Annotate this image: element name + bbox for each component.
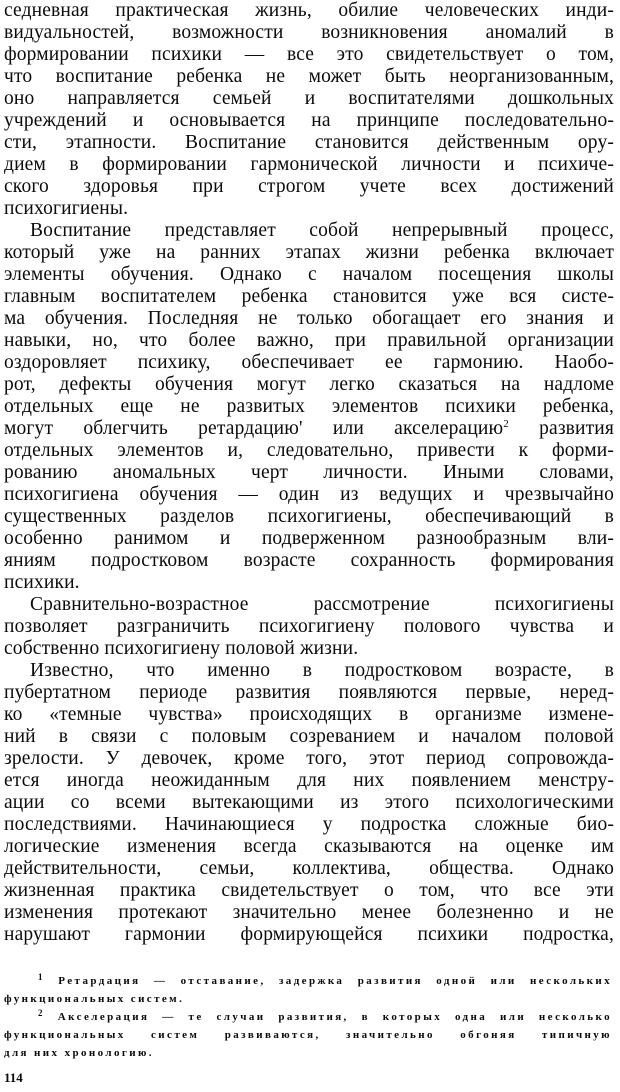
text-line: учреждений и основывается на принципе последовательно- bbox=[4, 110, 614, 131]
text-line: ко «темные чувства» происходящих в организме измене- bbox=[4, 704, 614, 725]
text-line: рот, дефекты обучения могут легко сказаться на надломе bbox=[4, 374, 614, 395]
text-line: рованию аномальных черт личности. Иными словами, bbox=[4, 462, 614, 483]
text-line: позволяет разграничить психогигиену полового чувства и bbox=[4, 616, 614, 637]
text-line: сти, этапности. Воспитание становится действенным ору- bbox=[4, 132, 614, 153]
text-line: психики. bbox=[4, 572, 80, 593]
footnote-line: функциональных систем. bbox=[4, 993, 185, 1005]
text-line: логические изменения всегда сказываются на оценке им bbox=[4, 836, 614, 857]
footnote-mark: 2 bbox=[38, 1008, 45, 1018]
text-line: навыки, но, что более важно, при правильной организации bbox=[4, 330, 614, 351]
text-line: жизненная практика свидетельствует о том, что все эти bbox=[4, 880, 614, 901]
text-line: отдельных еще не развитых элементов психики ребенка, bbox=[4, 396, 614, 417]
text-line: нарушают гармонии формирующейся психики подростка, bbox=[4, 924, 614, 945]
footnote-2 bbox=[38, 1010, 612, 1025]
text-line: главным воспитателем ребенка становится уже вся систе- bbox=[4, 286, 614, 307]
text-line: ма обучения. Последняя не только обогащает его знания и bbox=[4, 308, 614, 329]
text-line: ется иногда неожиданным для них появлением менстру- bbox=[4, 770, 614, 791]
footnote-text: Ретардация — отставание, задержка развития одной или нескольких bbox=[58, 975, 612, 987]
footnote-line: функциональных систем развиваются, значительно обгоняя типичную bbox=[4, 1029, 612, 1041]
text-line: особенно ранимом и подверженном разнообразным вли- bbox=[4, 528, 614, 549]
footnote-1 bbox=[38, 974, 612, 989]
paragraph-first-line: Сравнительно-возрастное рассмотрение психогигиены bbox=[30, 594, 614, 615]
footnote-ref-2: 2 bbox=[503, 418, 509, 430]
page-number: 114 bbox=[4, 1070, 23, 1085]
text-line: ского здоровья при строгом учете всех достижений bbox=[4, 176, 614, 197]
text-line: изменения протекают значительно менее болезненно и не bbox=[4, 902, 614, 923]
text-line: отдельных элементов и, следовательно, привести к форми- bbox=[4, 440, 614, 461]
text-line: существенных разделов психогигиены, обеспечивающий в bbox=[4, 506, 614, 527]
footnote-line: для них хронологию. bbox=[4, 1047, 154, 1059]
text-line: элементы обучения. Однако с началом посещения школы bbox=[4, 264, 614, 285]
text-line: дием в формировании гармонической личности и психиче- bbox=[4, 154, 614, 175]
text-line: психогигиены. bbox=[4, 198, 129, 219]
text-line: оно направляется семьей и воспитателями дошкольных bbox=[4, 88, 614, 109]
text-line: ний в связи с половым созреванием и началом половой bbox=[4, 726, 614, 747]
text-line: ации со всеми вытекающими из этого психологическими bbox=[4, 792, 614, 813]
text-line: последствиями. Начинающиеся у подростка сложные био- bbox=[4, 814, 614, 835]
text-line: который уже на ранних этапах жизни ребенка включает bbox=[4, 242, 614, 263]
text-line: яниям подростковом возрасте сохранность формирования bbox=[4, 550, 614, 571]
paragraph-first-line: Воспитание представляет собой непрерывный процесс, bbox=[30, 220, 614, 241]
text-line: что воспитание ребенка не может быть неорганизованным, bbox=[4, 66, 614, 87]
text-line: зрелости. У девочек, кроме того, этот период сопровожда- bbox=[4, 748, 614, 769]
text-segment: развития bbox=[539, 418, 614, 439]
text-line: действительности, семьи, коллектива, общества. Однако bbox=[4, 858, 614, 879]
text-line-with-footnote bbox=[4, 418, 614, 440]
text-line: пубертатном периоде развития появляются первые, неред- bbox=[4, 682, 614, 703]
text-line: психогигиена обучения — один из ведущих и чрезвычайно bbox=[4, 484, 614, 505]
footnote-mark: 1 bbox=[38, 972, 45, 982]
text-line: формировании психики — все это свидетельствует о том, bbox=[4, 44, 614, 65]
text-line: видуальностей, возможности возникновения аномалий в bbox=[4, 22, 614, 43]
text-line: седневная практическая жизнь, обилие человеческих инди- bbox=[4, 0, 614, 21]
text-line: оздоровляет психику, обеспечивает ее гармонию. Наобо- bbox=[4, 352, 614, 373]
footnote-text: Акселерация — те случаи развития, в которых одна или несколько bbox=[57, 1011, 612, 1023]
text-line: собственно психогигиену половой жизни. bbox=[4, 638, 359, 659]
text-segment: могут облегчить ретардацию' или акселерацию bbox=[4, 418, 504, 439]
paragraph-first-line: Известно, что именно в подростковом возрасте, в bbox=[30, 660, 614, 681]
